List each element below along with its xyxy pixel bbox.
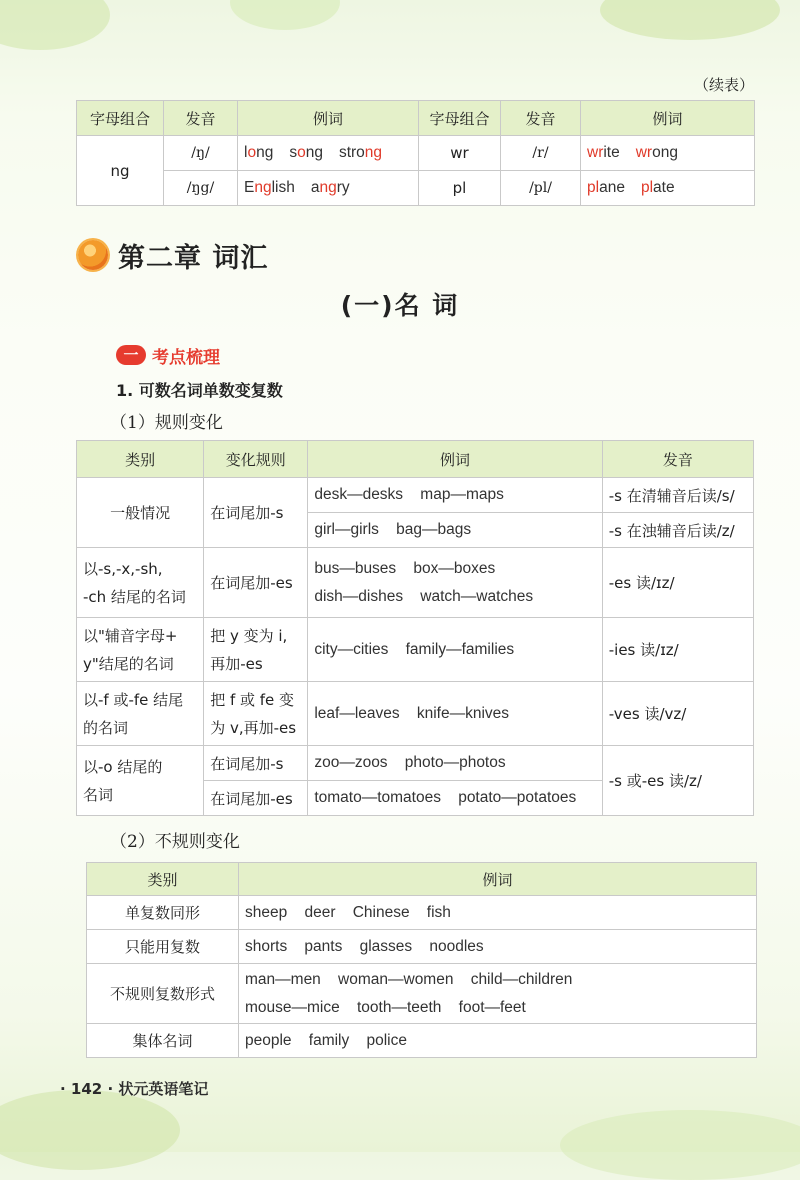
category-cell: 以-o 结尾的 名词	[77, 746, 204, 816]
example-word: song	[289, 144, 323, 161]
example-cell: leaf—leaves knife—knives	[308, 682, 602, 746]
category-cell: 一般情况	[77, 478, 204, 548]
example-words	[238, 171, 419, 206]
category-cell: 以-s,-x,-sh, -ch 结尾的名词	[77, 548, 204, 618]
chapter-title: 第二章 词汇	[118, 242, 269, 274]
category-cell: 只能用复数	[87, 930, 239, 964]
phonetic: /ŋg/	[164, 171, 238, 206]
table-row	[77, 682, 754, 746]
table-row	[77, 548, 754, 618]
rule-cell: 在词尾加-s	[204, 478, 308, 548]
highlighted-letters: wr	[635, 144, 653, 161]
table-row	[87, 930, 757, 964]
example-cell: zoo—zoos photo—photos	[308, 746, 602, 781]
table-row	[77, 478, 754, 513]
highlighted-letters: wr	[587, 144, 604, 161]
key-points-heading	[116, 342, 220, 368]
table-header-row	[77, 441, 754, 478]
pronunciation-cell: -s 在清辅音后读/s/	[602, 478, 753, 513]
irregular-change-heading: （2）不规则变化	[110, 832, 240, 852]
key-points-label: 考点梳理	[152, 347, 220, 368]
leaf-decoration	[0, 1090, 180, 1170]
header-cell: 例词	[238, 101, 419, 136]
chapter-heading	[78, 232, 268, 278]
table-row	[77, 171, 755, 206]
subsection-heading: 1. 可数名词单数变复数	[116, 381, 283, 400]
example-word: strong	[338, 144, 383, 161]
rule-cell: 把 y 变为 i, 再加-es	[204, 618, 308, 682]
header-cell: 字母组合	[77, 101, 164, 136]
example-word: write	[587, 144, 620, 161]
example-word: long	[244, 144, 274, 161]
leaf-decoration	[0, 0, 110, 50]
letter-combination: pl	[419, 171, 501, 206]
pronunciation-cell: -s 或-es 读/z/	[602, 746, 753, 816]
section-title: (一)名 词	[340, 291, 460, 320]
table-row	[87, 1024, 757, 1058]
example-cell: bus—buses box—boxes dish—dishes watch—watches	[308, 548, 602, 618]
pronunciation-cell: -es 读/ɪz/	[602, 548, 753, 618]
example-cell: sheep deer Chinese fish	[239, 896, 757, 930]
category-cell: 单复数同形	[87, 896, 239, 930]
example-cell: desk—desks map—maps	[308, 478, 602, 513]
example-cell: city—cities family—families	[308, 618, 602, 682]
category-cell: 集体名词	[87, 1024, 239, 1058]
highlighted-letters: ng	[364, 144, 383, 161]
leaf-decoration	[230, 0, 340, 30]
category-cell: 以"辅音字母+ y"结尾的名词	[77, 618, 204, 682]
phonetic: /r/	[501, 136, 581, 171]
highlighted-letters: ng	[319, 179, 337, 196]
table-header-row	[87, 863, 757, 896]
pronunciation-cell: -ies 读/ɪz/	[602, 618, 753, 682]
rule-cell: 在词尾加-es	[204, 781, 308, 816]
header-cell: 字母组合	[419, 101, 501, 136]
continued-label: （续表）	[693, 76, 754, 94]
key-points-badge: 一	[116, 345, 146, 365]
highlighted-letters: o	[247, 144, 257, 161]
example-cell: people family police	[239, 1024, 757, 1058]
table-row	[77, 618, 754, 682]
header-cell: 类别	[87, 863, 239, 896]
header-cell: 例词	[239, 863, 757, 896]
example-word: English	[244, 179, 295, 196]
pronunciation-cell: -s 在浊辅音后读/z/	[602, 513, 753, 548]
example-word: angry	[310, 179, 350, 196]
category-cell: 不规则复数形式	[87, 964, 239, 1024]
example-word: plate	[640, 179, 675, 196]
example-cell: girl—girls bag—bags	[308, 513, 602, 548]
regular-change-heading: （1）规则变化	[110, 413, 223, 433]
phonetic: /pl/	[501, 171, 581, 206]
table-row	[87, 896, 757, 930]
header-cell: 变化规则	[204, 441, 308, 478]
flower-badge-icon	[78, 240, 108, 270]
rule-cell: 把 f 或 fe 变 为 v,再加-es	[204, 682, 308, 746]
header-cell: 发音	[164, 101, 238, 136]
example-word: plane	[587, 179, 625, 196]
letter-combination: ng	[77, 136, 164, 206]
table-header-row	[77, 101, 755, 136]
letter-combination: wr	[419, 136, 501, 171]
highlighted-letters: ng	[254, 179, 272, 196]
highlighted-letters: o	[297, 144, 306, 161]
table-row	[87, 964, 757, 1024]
header-cell: 例词	[308, 441, 602, 478]
example-cell: man—men woman—women child—children mouse—mice tooth—teeth foot—feet	[239, 964, 757, 1024]
leaf-decoration	[560, 1110, 800, 1180]
table-row	[77, 746, 754, 781]
irregular-plural-table	[86, 862, 757, 1058]
header-cell: 类别	[77, 441, 204, 478]
header-cell: 发音	[501, 101, 581, 136]
phonetic: /ŋ/	[164, 136, 238, 171]
example-cell: tomato—tomatoes potato—potatoes	[308, 781, 602, 816]
letter-combination-table	[76, 100, 755, 206]
example-words	[238, 136, 419, 171]
leaf-decoration	[600, 0, 780, 40]
rule-cell: 在词尾加-s	[204, 746, 308, 781]
category-cell: 以-f 或-fe 结尾 的名词	[77, 682, 204, 746]
page-footer: · 142 · 状元英语笔记	[60, 1080, 209, 1098]
pronunciation-cell: -ves 读/vz/	[602, 682, 753, 746]
regular-plural-table	[76, 440, 754, 816]
example-word: wrong	[635, 144, 678, 161]
table-row	[77, 136, 755, 171]
highlighted-letters: pl	[640, 179, 654, 196]
header-cell: 例词	[581, 101, 755, 136]
example-words	[581, 136, 755, 171]
highlighted-letters: pl	[587, 179, 600, 196]
rule-cell: 在词尾加-es	[204, 548, 308, 618]
header-cell: 发音	[602, 441, 753, 478]
example-cell: shorts pants glasses noodles	[239, 930, 757, 964]
example-words	[581, 171, 755, 206]
